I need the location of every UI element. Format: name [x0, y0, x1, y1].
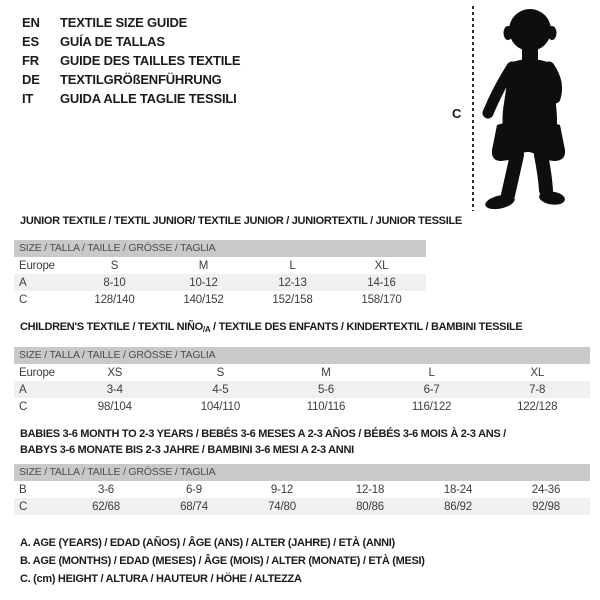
height-dotted-line	[472, 6, 474, 211]
size-value-cell: 8-10	[103, 276, 126, 289]
babies-section-title	[20, 426, 506, 458]
junior-size-table	[14, 257, 426, 308]
lang-title: TEXTILGRÖßENFÜHRUNG	[60, 72, 222, 87]
babies-size-table	[14, 481, 590, 515]
junior-section-title: JUNIOR TEXTILE / TEXTIL JUNIOR/ TEXTILE JUNIOR / JUNIORTEXTIL / JUNIOR TESSILE	[20, 215, 462, 227]
size-value-cell: 3-4	[106, 383, 123, 396]
row-label-cell: A	[19, 276, 27, 289]
lang-code: ES	[22, 34, 39, 49]
size-value-cell: 140/152	[183, 293, 224, 306]
lang-code: IT	[22, 91, 34, 106]
table-row	[14, 381, 590, 398]
children-title-post: / TEXTILE DES ENFANTS / KINDERTEXTIL / BAMBINI TESSILE	[210, 321, 523, 333]
lang-title: TEXTILE SIZE GUIDE	[60, 15, 188, 30]
lang-title: GUIDE DES TAILLES TEXTILE	[60, 53, 241, 68]
size-value-cell: 152/158	[272, 293, 313, 306]
row-label-cell: Europe	[19, 259, 55, 272]
size-value-cell: 18-24	[443, 483, 473, 496]
table-row	[14, 398, 590, 415]
lang-row-fr	[22, 51, 240, 70]
lang-title: GUÍA DE TALLAS	[60, 34, 165, 49]
row-label-cell: B	[19, 483, 27, 496]
row-label-cell: C	[19, 400, 28, 413]
size-value-cell: 116/122	[411, 400, 452, 413]
row-label-cell: C	[19, 293, 28, 306]
size-value-cell: M	[198, 259, 209, 272]
legend-footnotes	[20, 537, 425, 591]
table-row	[14, 481, 590, 498]
babies-title-line2: BABYS 3-6 MONATE BIS 2-3 JAHRE / BAMBINI 3-6 MESI A 2-3 ANNI	[20, 444, 354, 456]
size-value-cell: 12-18	[355, 483, 385, 496]
size-value-cell: XS	[107, 366, 123, 379]
lang-row-de	[22, 70, 240, 89]
size-value-cell: L	[289, 259, 296, 272]
lang-code: DE	[22, 72, 40, 87]
size-value-cell: 98/104	[97, 400, 132, 413]
size-value-cell: 6-7	[423, 383, 440, 396]
size-value-cell: 14-16	[367, 276, 396, 289]
children-size-header: SIZE / TALLA / TAILLE / GRÖSSE / TAGLIA	[14, 347, 590, 364]
lang-row-it	[22, 89, 240, 108]
children-title-pre: CHILDREN'S TEXTILE / TEXTIL NIÑO	[20, 321, 203, 333]
size-value-cell: 10-12	[189, 276, 218, 289]
lang-code: EN	[22, 15, 40, 30]
size-value-cell: 62/68	[92, 500, 120, 513]
size-value-cell: 9-12	[270, 483, 294, 496]
language-list	[22, 13, 240, 108]
size-value-cell: S	[110, 259, 119, 272]
row-label-cell: Europe	[19, 366, 55, 379]
size-value-cell: 3-6	[97, 483, 115, 496]
row-label-cell: A	[19, 383, 27, 396]
size-value-cell: 158/170	[361, 293, 402, 306]
size-value-cell: 12-13	[278, 276, 307, 289]
lang-row-en	[22, 13, 240, 32]
children-title-sub: /A	[202, 325, 211, 334]
size-value-cell: 7-8	[529, 383, 546, 396]
size-value-cell: 128/140	[94, 293, 135, 306]
table-row	[14, 291, 426, 308]
table-row	[14, 364, 590, 381]
size-value-cell: 4-5	[212, 383, 229, 396]
size-value-cell: 92/98	[532, 500, 560, 513]
babies-title-line1: BABIES 3-6 MONTH TO 2-3 YEARS / BEBÉS 3-6 MESES A 2-3 AÑOS / BÉBÉS 3-6 MOIS À 2-3 ANS /	[20, 428, 506, 440]
size-value-cell: 86/92	[444, 500, 472, 513]
size-value-cell: 104/110	[200, 400, 241, 413]
table-row	[14, 274, 426, 291]
size-value-cell: L	[428, 366, 435, 379]
size-value-cell: 6-9	[185, 483, 203, 496]
size-value-cell: M	[321, 366, 331, 379]
lang-row-es	[22, 32, 240, 51]
size-value-cell: 80/86	[356, 500, 384, 513]
size-value-cell: 24-36	[531, 483, 561, 496]
junior-size-header: SIZE / TALLA / TAILLE / GRÖSSE / TAGLIA	[14, 240, 426, 257]
size-value-cell: XL	[374, 259, 389, 272]
children-size-table	[14, 364, 590, 415]
table-row	[14, 257, 426, 274]
size-value-cell: 68/74	[180, 500, 208, 513]
footnote-age-months: B. AGE (MONTHS) / EDAD (MESES) / ÂGE (MOIS) / ALTER (MONATE) / ETÀ (MESI)	[20, 555, 425, 567]
height-measure-label: C	[452, 106, 462, 121]
children-section-title	[20, 319, 522, 338]
size-value-cell: XL	[530, 366, 545, 379]
size-value-cell: 5-6	[317, 383, 334, 396]
footnote-height-cm: C. (cm) HEIGHT / ALTURA / HAUTEUR / HÖHE / ALTEZZA	[20, 573, 302, 585]
footnote-age-years: A. AGE (YEARS) / EDAD (AÑOS) / ÂGE (ANS) / ALTER (JAHRE) / ETÀ (ANNI)	[20, 537, 395, 549]
babies-size-header: SIZE / TALLA / TAILLE / GRÖSSE / TAGLIA	[14, 464, 590, 481]
lang-code: FR	[22, 53, 39, 68]
size-value-cell: S	[216, 366, 225, 379]
toddler-silhouette-icon	[480, 5, 575, 213]
size-value-cell: 74/80	[268, 500, 296, 513]
size-value-cell: 122/128	[517, 400, 558, 413]
lang-title: GUIDA ALLE TAGLIE TESSILI	[60, 91, 237, 106]
row-label-cell: C	[19, 500, 28, 513]
size-value-cell: 110/116	[306, 400, 346, 413]
table-row	[14, 498, 590, 515]
